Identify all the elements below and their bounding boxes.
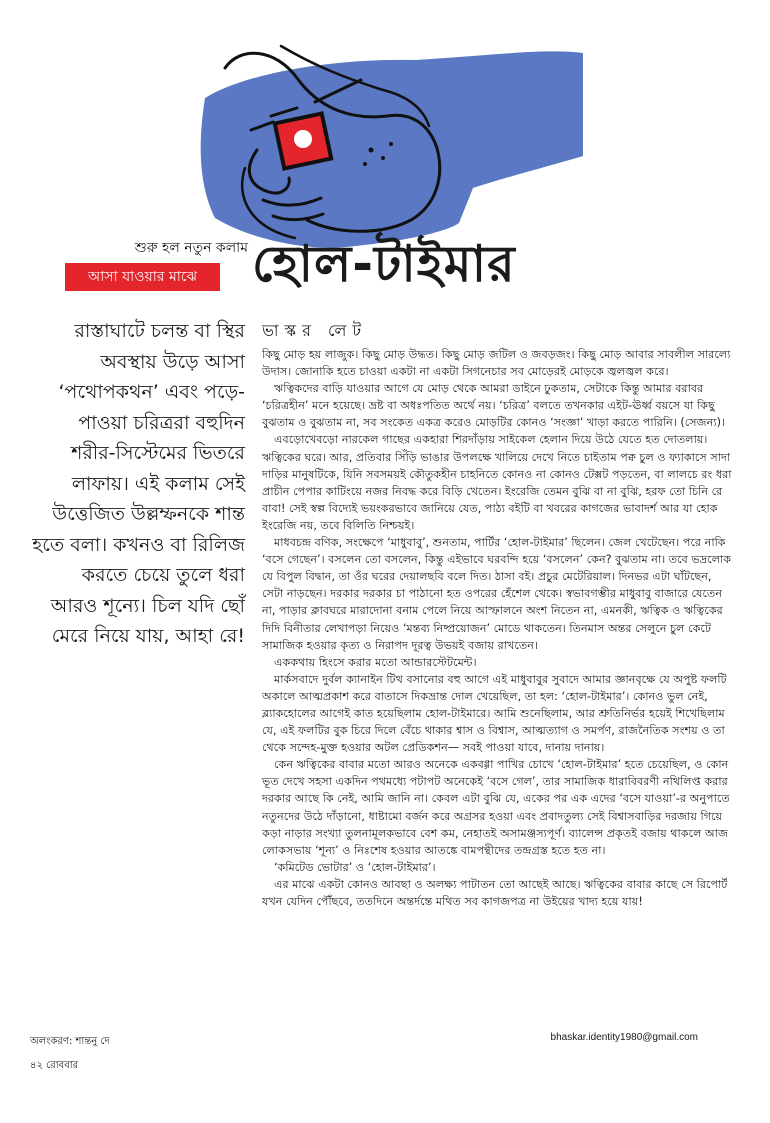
paragraph: কিছু মোড় হয় লাজুক। কিছু মোড় উদ্ধত। কিছু মোড় জটিল ও জবড়জং। কিছু মোড় আবার সাবলীল সারল্যে উদাস। জোনাকি হতে চাওয়া একটা না একটা সিগনেচার সব মোড়েরই মোড়কে জ্বলজ্বল করে। [262, 348, 731, 379]
page-folio: ৪২ রোববার [30, 1060, 79, 1071]
standfirst: রাস্তাঘাটে চলন্ত বা স্থির অবস্থায় উড়ে আসা ‘পথোপকথন’ এবং পড়ে-পাওয়া চরিত্ররা বহুদিন শরীর-সিস্টেমের ভিতরে লাফায়। এই কলাম সেই উত্তেজিত উল্লম্ফনকে শান্ত হতে বলা। কখনও বা রিলিজ করতে চেয়ে তুলে ধরা আরও শূন্যে। চিল যদি ছোঁ মেরে নিয়ে যায়, আহা রে! [32, 320, 245, 647]
byline: ভাস্কর লেট [262, 321, 368, 340]
portrait-illustration [185, 38, 585, 248]
paragraph: কেন ঋত্বিকের বাবার মতো আরও অনেকে একবগ্গা পাখির চোখে ‘হোল-টাইমার’ হতে চেয়েছিল, ও কোন ভূত দেখে সহসা একদিন পথমধ্যে পটাপট অনেকেই ‘বসে গেল’, তার সামাজিক ধারাবিবরণী নথিলিপ্ত করার দরকার আছে কি নেই, আমি জানি না। কেবল এটা বুঝি যে, একের পর এক এদের ‘বসে যাওয়া’-র অনুপাতে নতুনদের উঠে দাঁড়ানো, ধাষ্টামো বর্জন করে অগ্রসর হওয়া এবং প্রবাদতুল্য সেই বিশ্বাসবাড়ির দরজায় গিয়ে কড়া নাড়ার সংখ্যা তুলনামূলকভাবে বেশ কম, নেহাতই অসামঞ্জস্যপূর্ণ। ব্যালেন্স প্রকৃতই বজায় থাকলে আজ লোকসভায় ‘শূন্য’ ও নিঃশেষ হওয়ার আতঙ্কে বামপন্থীদের তন্দ্রগ্রস্ত হতে হত না। [262, 758, 730, 857]
paragraph: এবড়োখেবড়ো নারকেল গাছের একহারা শিরদাঁড়ায় সাইকেল হেলান দিয়ে উঠে যেতে হত দোতলায়। ঋত্বিকের ঘরে। আর, প্রতিবার সিঁড়ি ভাঙার উপলক্ষে খালিয়ে দেখে নিতে চাইতাম পক্ব চুল ও ফ্যাকাসে সাদা দাড়ির মানুষটিকে, যিনি সবসময়ই কৌতুকহীন চাহনিতে কোনও না কোনও টেক্সট পড়তেন, বা লালচে রং ধরা প্রাচীন পেপার কাটিংয়ে নজর নিবদ্ধ করে বিড়ি খেতেন। ইংরেজি তেমন বুঝি বা না বুঝি, হরফ তো চিনি রে বাবা! সেই স্বল্প বিদ্যেই ভয়ংকরভাবে জানিয়ে যেত, পাঠ্য বইটি বা খবরের কাগজের ভাবাদর্শ আর যা হোক ইংরেজি নয়, তবে বিলিতি নিশ্চয়ই। [262, 433, 732, 532]
headline: হোল-টাইমার [252, 235, 516, 293]
illustration-credit: অলংকরণ: শান্তনু দে [30, 1036, 110, 1047]
paragraph: মাধবচন্দ্র বণিক, সংক্ষেপে ‘মাধুবাবু’, শুনতাম, পার্টির ‘হোল-টাইমার’ ছিলেন। জেল খেটেছেন। পরে নাকি ‘বসে গেছেন’। বসলেন তো বসলেন, কিন্তু এইভাবে ঘরবন্দি হয়ে ‘বসলেন’ কেন? বুঝতাম না। তবে ভদ্রলোক যে বিপুল বিদ্বান, তা ওঁর ঘরের দেয়ালছবি বলে দিত। ঠাসা বই। প্রচুর মেটেরিয়াল। দিনভর এটা ঘাঁটছেন, সেটা নাড়ছেন। দরকার দরকার চা পাঠানো হত ওপরের হেঁশেল থেকে। স্বভাবগম্ভীর মাধুবাবু বাজারে যেতেন না, পাড়ার ক্লাবঘরে মারাদোনা বনাম পেলে নিয়ে আস্ফালনে অংশ নিতেন না, এমনকী, ঋত্বিক ও ঋত্বিকের দিদি বিনীতার লেখাপড়া নিয়েও ‘মন্তব্য নিষ্প্রয়োজন’ মোডে থাকতেন। তিনমাস অন্তর সেলুনে চুল কেটে সামাজিক হওয়ার কৃত্য ও নিরাপদ দূরত্ব উভয়ই বজায় রাখতেন। [262, 536, 732, 652]
paragraph: ‘কমিটেড ভোটার’ ও ‘হোল-টাইমার’। [274, 860, 436, 874]
paragraph: মার্কসবাদে দুর্বল ক্যানাইন টিথ বসানোর বহু আগে এই মাধুবাবুর সুবাদে আমার জ্ঞানবৃক্ষে যে অপুষ্ট ফলটি অকালে আত্মপ্রকাশ করে বাতাসে দিকভ্রান্ত দোল খেয়েছিল, তা হল: ‘হোল-টাইমার’। কোনও ভুল নেই, ব্ল্যাকহোলের আগেই কাত হয়েছিলাম হোল-টাইমারে। আমি শুনেছিলাম, আর শ্রুতিনির্ভর হয়েই শিখেছিলাম যে, এই ফলটির বুক চিরে দিলে বেঁচে থাকার শ্বাস ও বিশ্বাস, আত্মত্যাগ ও সমর্পণ, রাজনৈতিক সংশয় ও তা থেকে সন্দেহ-মুক্ত হওয়ার অটল প্রেডিকশন— সবই পাওয়া যাবে, দানায় দানায়। [262, 672, 727, 755]
column-kicker: শুরু হল নতুন কলাম [134, 240, 248, 256]
column-tag: আসা যাওয়ার মাঝে [65, 263, 220, 291]
paragraph: ঋত্বিকদের বাড়ি যাওয়ার আগে যে মোড় থেকে আমরা ডাইনে ঢুকতাম, সেটাকে কিন্তু আমার বরাবর ‘চরিত্রহীন’ মনে হয়েছে। ভ্রষ্ট বা অধঃপতিত অর্থে নয়। ‘চরিত্র’ বলতে তখনকার এইট-ঊর্ধ্ব বয়সে যা কিছু বুঝতাম ও বুঝতাম না, সব সংকেত একত্র করেও মোড়টির কোনও ‘সংজ্ঞা’ খাড়া করতে পারিনি। (সেজন্য)। [262, 382, 725, 430]
article-body [262, 346, 732, 910]
paragraph: এর মাঝে একটা কোনও আবছা ও অলক্ষ্য পাটাতন তো আছেই আছে। ঋত্বিকের বাবার কাছে সে রিপোর্ট যখন যেদিন পৌঁছবে, ততদিনে অন্তর্দন্তে মথিত সব কাগজপত্র না উইয়ের খাদ্য হয়ে যায়! [262, 877, 728, 908]
paragraph: এককথায় হিংসে করার মতো আন্ডারস্টেটমেন্ট। [274, 655, 477, 669]
author-email[interactable]: bhaskar.identity1980@gmail.com [550, 1032, 698, 1043]
